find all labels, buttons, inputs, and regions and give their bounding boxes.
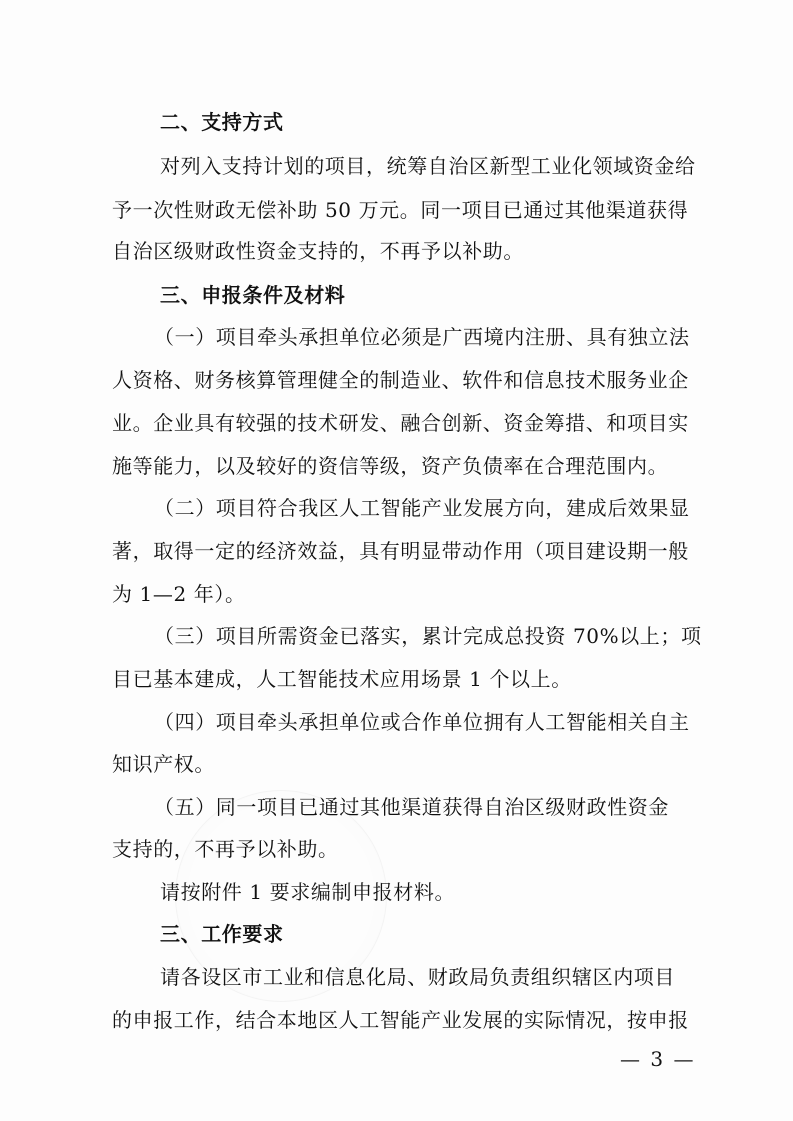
section-heading-support-method: 二、支持方式	[160, 110, 284, 134]
paragraph-line: 自治区级财政性资金支持的，不再予以补助。	[112, 239, 524, 263]
paragraph-line: 为 1—2 年）。	[112, 582, 246, 606]
paragraph-line: 请各设区市工业和信息化局、财政局负责组织辖区内项目	[160, 965, 675, 989]
paragraph-line: （三）项目所需资金已落实，累计完成总投资 70%以上；项	[154, 624, 702, 648]
paragraph-line: 著，取得一定的经济效益，具有明显带动作用（项目建设期一般	[112, 539, 689, 563]
paragraph-line: （二）项目符合我区人工智能产业发展方向，建成后效果显	[154, 496, 690, 520]
paragraph-line: 目已基本建成，人工智能技术应用场景 1 个以上。	[112, 667, 572, 691]
paragraph-line: 请按附件 1 要求编制申报材料。	[160, 880, 456, 904]
paragraph-line: 支持的，不再予以补助。	[112, 837, 339, 861]
paragraph-line: 人资格、财务核算管理健全的制造业、软件和信息技术服务业企	[112, 368, 689, 392]
paragraph-line: 的申报工作，结合本地区人工智能产业发展的实际情况，按申报	[112, 1008, 689, 1032]
paragraph-line: 施等能力，以及较好的资信等级，资产负债率在合理范围内。	[112, 454, 669, 478]
paragraph-line: （四）项目牵头承担单位或合作单位拥有人工智能相关自主	[154, 710, 690, 734]
page-number: — 3 —	[620, 1047, 696, 1071]
section-heading-work-requirements: 三、工作要求	[160, 922, 284, 946]
paragraph-line: （五）同一项目已通过其他渠道获得自治区级财政性资金	[154, 795, 669, 819]
section-heading-conditions: 三、申报条件及材料	[160, 283, 346, 307]
paragraph-line: （一）项目牵头承担单位必须是广西境内注册、具有独立法	[154, 325, 690, 349]
paragraph-line: 予一次性财政无偿补助 50 万元。同一项目已通过其他渠道获得	[112, 198, 689, 222]
paragraph-line: 业。企业具有较强的技术研发、融合创新、资金筹措、和项目实	[112, 411, 689, 435]
paragraph-line: 知识产权。	[112, 752, 215, 776]
paragraph-line: 对列入支持计划的项目，统筹自治区新型工业化领域资金给	[160, 154, 696, 178]
